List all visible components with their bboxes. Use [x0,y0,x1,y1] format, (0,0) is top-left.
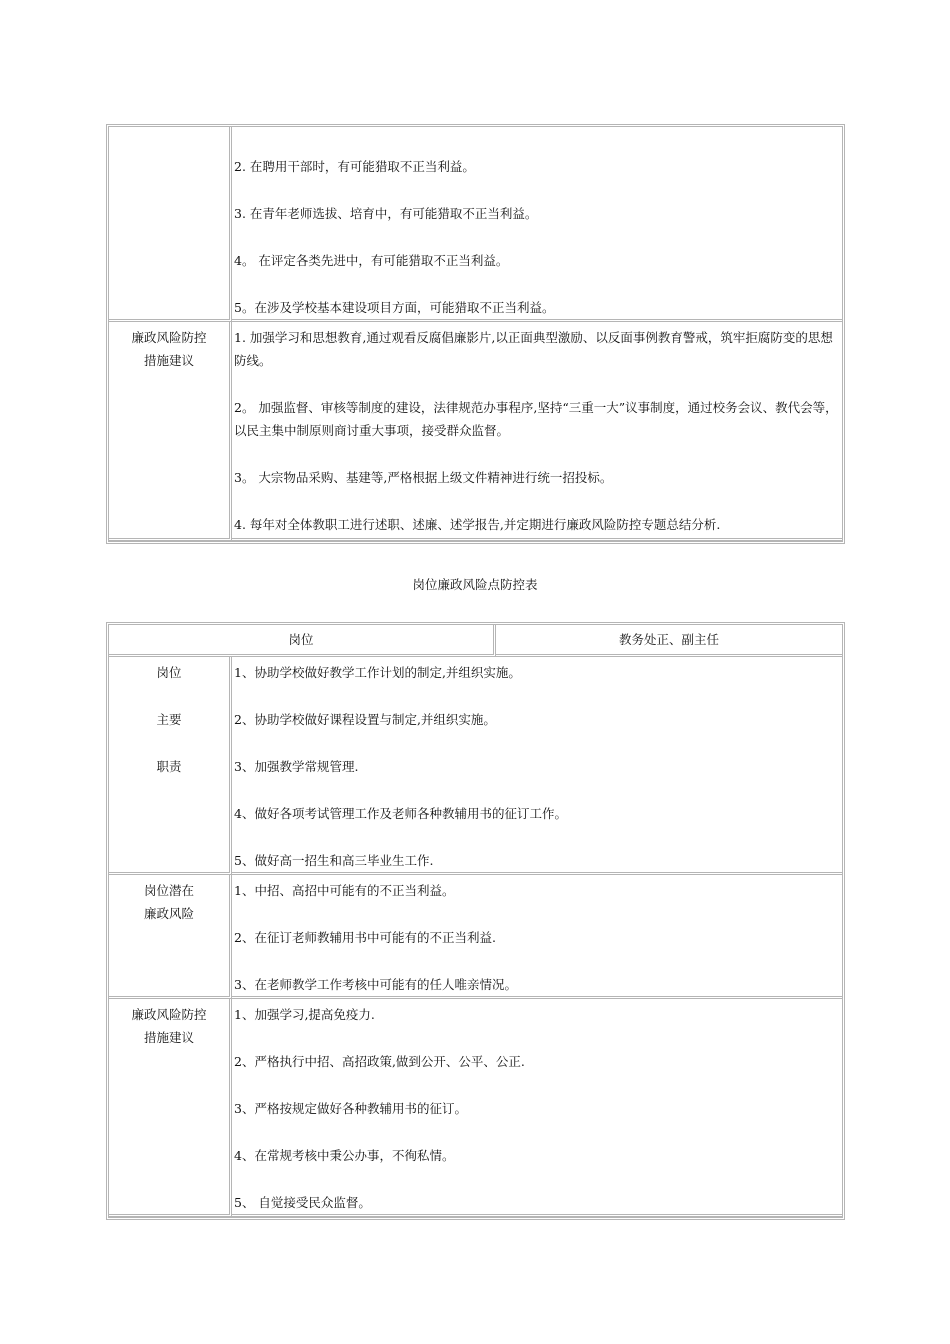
list-item: 5。在涉及学校基本建设项目方面，可能猎取不正当利益。 [234,300,555,315]
table-row [109,999,842,1217]
row-label [109,999,232,1217]
label-line: 主要 [156,712,182,727]
list-item: 1、加强学习,提高免疫力. [234,1007,375,1022]
table-caption: 岗位廉政风险点防控表 [412,577,538,592]
post-risk-table [106,622,845,1220]
list-item: 1. 加强学习和思想教育,通过观看反腐倡廉影片,以正面典型激励、以反面事例教育警戒，筑牢拒腐防变的思想防线。 [234,330,833,368]
table-row [109,875,842,999]
list-item: 3。 大宗物品采购、基建等,严格根据上级文件精神进行统一招投标。 [234,470,613,485]
table-row [109,127,842,322]
list-item: 4. 每年对全体教职工进行述职、述廉、述学报告,并定期进行廉政风险防控专题总结分析. [234,517,721,532]
label-line: 岗位 [156,665,182,680]
label-line: 措施建议 [143,1030,194,1045]
list-item: 3、加强教学常规管理. [234,759,359,774]
row-label [109,657,232,875]
row-label [109,875,232,999]
list-item: 4。 在评定各类先进中，有可能猎取不正当利益。 [234,253,509,268]
list-item: 2. 在聘用干部时，有可能猎取不正当利益。 [234,159,475,174]
row-content [232,127,842,322]
label-line: 廉政风险防控 [131,330,207,345]
label-line: 廉政风险 [143,906,194,921]
list-item: 2、协助学校做好课程设置与制定,并组织实施。 [234,712,496,727]
list-item: 5、 自觉接受民众监督。 [234,1195,371,1210]
row-content [232,322,842,541]
table-row [109,322,842,541]
list-item: 2、在征订老师教辅用书中可能有的不正当利益. [234,930,496,945]
list-item: 1、中招、高招中可能有的不正当利益。 [234,883,455,898]
row-content [232,875,842,999]
list-item: 3、在老师教学工作考核中可能有的任人唯亲情况。 [234,977,517,992]
row-label [109,127,232,322]
header-post-value: 教务处正、副主任 [496,625,842,657]
label-line: 措施建议 [143,353,194,368]
list-item: 4、在常规考核中秉公办事，不徇私情。 [234,1148,455,1163]
list-item: 1、协助学校做好教学工作计划的制定,并组织实施。 [234,665,521,680]
list-item: 2、严格执行中招、高招政策,做到公开、公平、公正. [234,1054,525,1069]
row-content [232,657,842,875]
list-item: 4、做好各项考试管理工作及老师各种教辅用书的征订工作。 [234,806,567,821]
label-line: 岗位潜在 [143,883,194,898]
list-item: 2。 加强监督、审核等制度的建设，法律规范办事程序,坚持“三重一大”议事制度，通过校务会议、教代会等，以民主集中制原则商讨重大事项，接受群众监督。 [234,400,838,438]
header-post: 岗位 [109,625,496,657]
row-content [232,999,842,1217]
table-row [109,657,842,875]
risk-table-continued [106,124,845,544]
label-line: 职责 [156,759,182,774]
header-row [109,625,842,657]
list-item: 3. 在青年老师选拔、培育中，有可能猎取不正当利益。 [234,206,538,221]
list-item: 5、做好高一招生和高三毕业生工作. [234,853,434,868]
row-label [109,322,232,541]
label-line: 廉政风险防控 [131,1007,207,1022]
list-item: 3、严格按规定做好各种教辅用书的征订。 [234,1101,467,1116]
